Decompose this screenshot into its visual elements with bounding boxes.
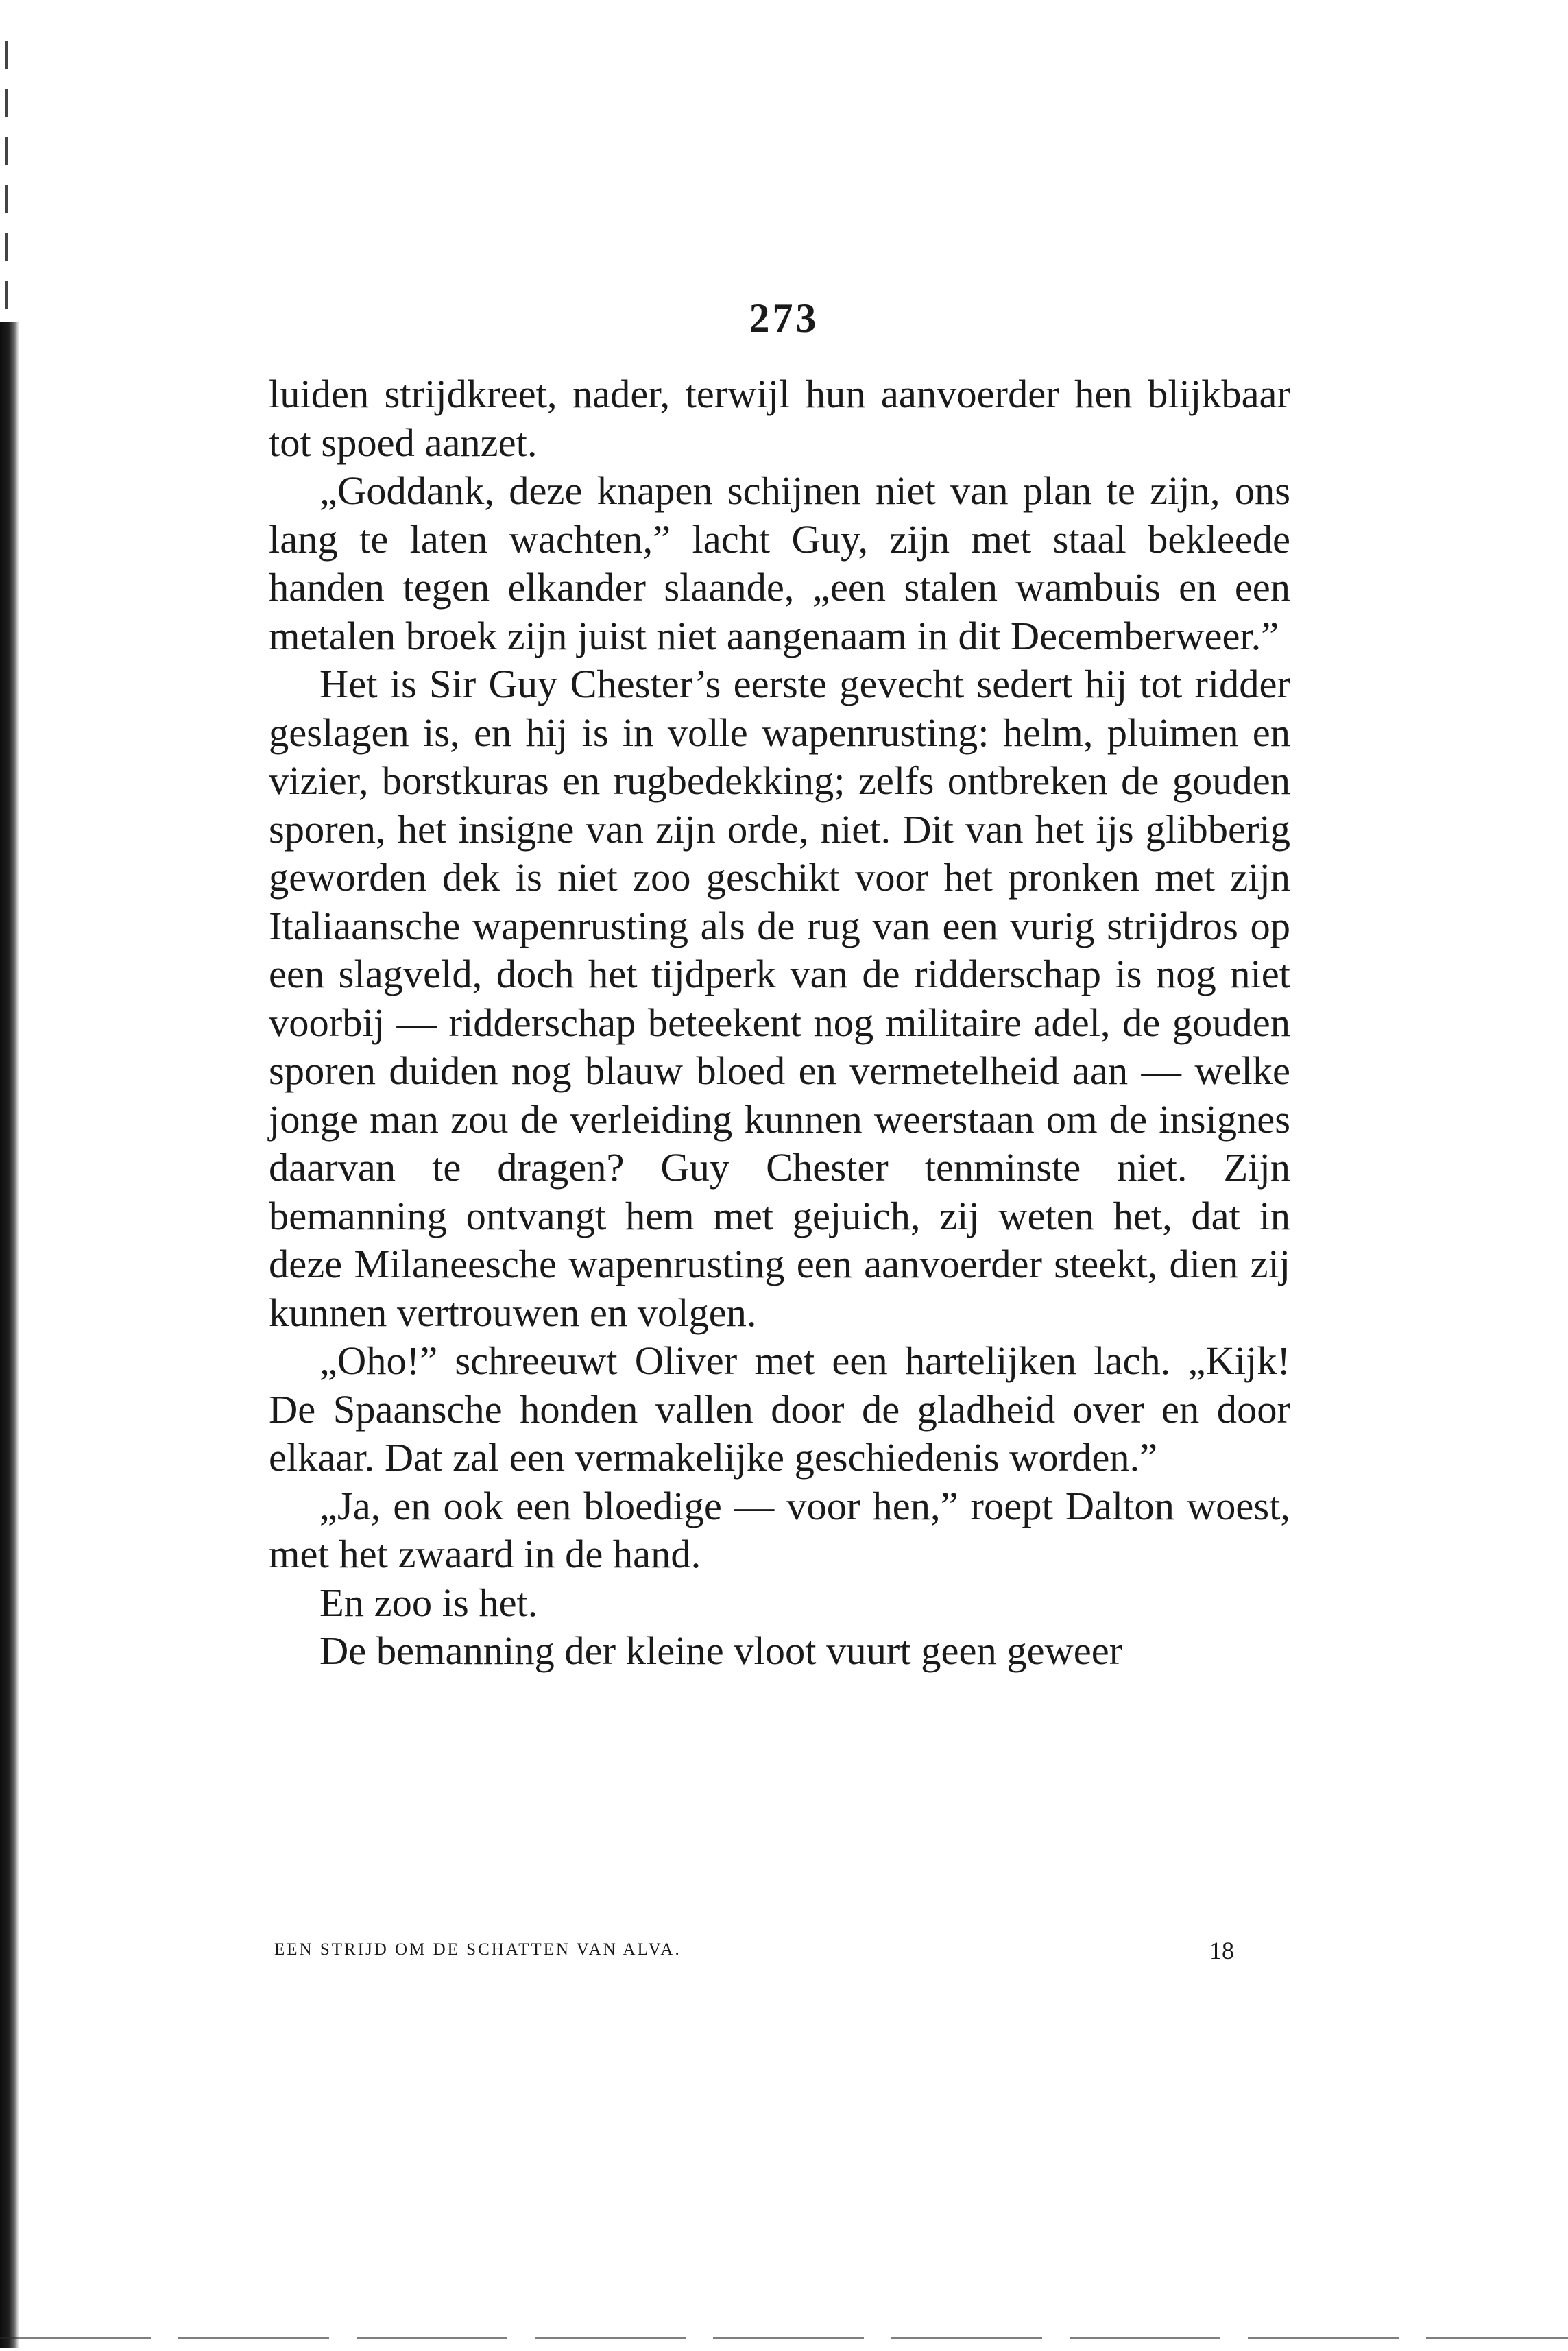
paragraph-6: En zoo is het. [319,1580,538,1625]
binding-edge-top [5,41,8,315]
page-number: 273 [749,296,819,341]
page-footer [274,1937,1234,1970]
paragraph-7: De bemanning der kleine vloot vuurt geen geweer [319,1628,1123,1673]
footer-book-title: EEN STRIJD OM DE SCHATTEN VAN ALVA. [274,1940,682,1959]
paragraph-3: Het is Sir Guy Chester’s eerste gevecht sedert hij tot ridder geslagen is, en hij is in volle wapenrusting: helm, pluimen en vizier, borstkuras en rugbedekking; zelfs ontbreken de gouden sporen, het insigne van zijn orde, niet. Dit van het ijs glibberig geworden dek is niet zoo geschikt voor het pronken met zijn Italiaansche wapenrusting als de rug van een vurig strijdros op een slagveld, doch het tijdperk van de ridderschap is nog niet voorbij — ridderschap beteekent nog militaire adel, de gouden sporen duiden nog blauw bloed en vermetelheid aan — welke jonge man zou de verleiding kunnen weerstaan om de insignes daarvan te dragen? Guy Chester tenminste niet. Zijn bemanning ontvangt hem met gejuich, zij weten het, dat in deze Milaneesche wapenrusting een aanvoerder steekt, dien zij kunnen vertrouwen en volgen. [269,662,1290,1335]
body-text [269,370,1290,1676]
binding-edge [0,322,19,2348]
paragraph-5: „Ja, en ook een bloedige — voor hen,” roept Dalton woest, met het zwaard in de hand. [269,1483,1290,1576]
paragraph-1: luiden strijdkreet, nader, terwijl hun aanvoerder hen blijkbaar tot spoed aanzet. [269,372,1290,465]
paragraph-2: „Goddank, deze knapen schijnen niet van plan te zijn, ons lang te laten wachten,” lacht Guy, zijn met staal bekleede handen tegen elkander slaande, „een stalen wambuis en een metalen broek zijn juist niet aangenaam in dit Decemberweer.” [269,468,1290,658]
bottom-page-edge [0,2337,1568,2339]
footer-signature-mark: 18 [1209,1937,1234,1964]
paragraph-4: „Oho!” schreeuwt Oliver met een hartelijken lach. „Kijk! De Spaansche honden vallen door de gladheid over en door elkaar. Dat zal een vermakelijke geschiedenis worden.” [269,1338,1290,1480]
